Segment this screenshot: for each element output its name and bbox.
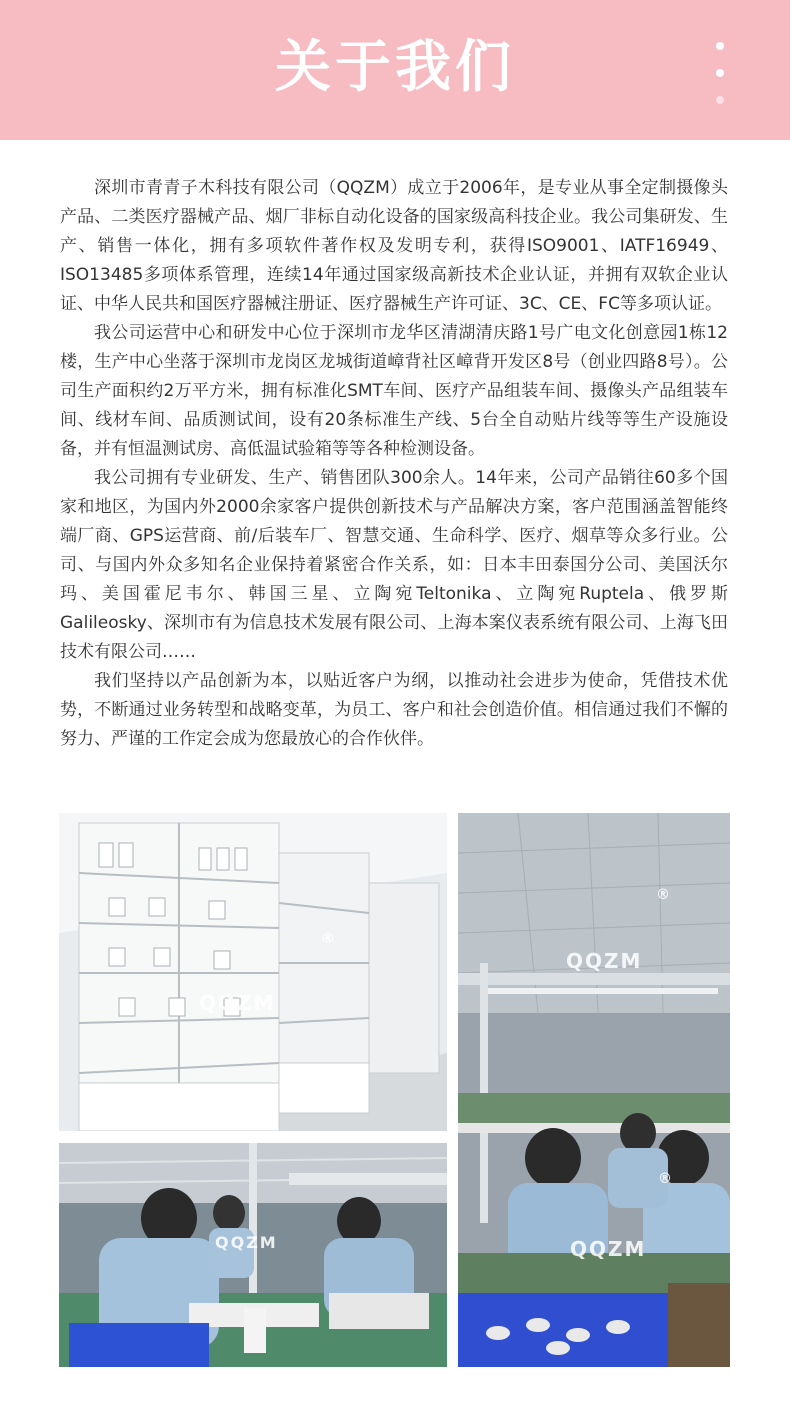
intro-paragraph: 我们坚持以产品创新为本，以贴近客户为纲，以推动社会进步为使命，凭借技术优势，不断通过业务转型和战略变革，为员工、客户和社会创造价值。相信通过我们不懈的努力、严谨的工作定会成为您最放心的合作伙伴。 <box>60 671 728 749</box>
watermark-logo: QQZM <box>570 1237 647 1261</box>
intro-paragraph: 深圳市青青子木科技有限公司（QQZM）成立于2006年，是专业从事全定制摄像头产品、二类医疗器械产品、烟厂非标自动化设备的国家级高科技企业。我公司集研发、生产、销售一体化，拥有多项软件著作权及发明专利，获得ISO9001、IATF16949、ISO13485多项体系管理，连续14年通过国家级高新技术企业认证，并拥有双软企业认证、中华人民共和国医疗器械注册证、医疗器械生产许可证、3C、CE、FC等多项认证。 <box>60 178 728 314</box>
assembly-line-photo <box>59 1143 447 1367</box>
showroom-photo: QQZM ® <box>59 813 447 1131</box>
watermark-logo: QQZM <box>215 1233 278 1252</box>
page-header <box>0 0 790 140</box>
watermark-logo: QQZM <box>199 991 276 1015</box>
company-intro <box>60 174 728 754</box>
page-title: 关于我们 <box>275 35 515 100</box>
watermark-logo: QQZM <box>566 949 643 973</box>
workshop-photo-right: QQZM ® QQZM ® <box>458 813 730 1367</box>
intro-paragraph: 我公司运营中心和研发中心位于深圳市龙华区清湖清庆路1号广电文化创意园1栋12楼，生产中心坐落于深圳市龙岗区龙城街道嶂背社区嶂背开发区8号（创业四路8号）。公司生产面积约2万平方米，拥有标准化SMT车间、医疗产品组装车间、摄像头产品组装车间、线材车间、品质测试间，设有20条标准生产线、5台全自动贴片线等等生产设施设备，并有恒温测试房、高低温试验箱等等各种检测设备。 <box>60 323 728 459</box>
three-dots-vertical-icon[interactable] <box>714 42 726 102</box>
intro-paragraph: 我公司拥有专业研发、生产、销售团队300余人。14年来，公司产品销往60多个国家和地区，为国内外2000余家客户提供创新技术与产品解决方案，客户范围涵盖智能终端厂商、GPS运营商、前/后装车厂、智慧交通、生命科学、医疗、烟草等众多行业。公司、与国内外众多知名企业保持着紧密合作关系，如：日本丰田泰国分公司、美国沃尔玛、美国霍尼韦尔、韩国三星、立陶宛Teltonika、立陶宛Ruptela、俄罗斯Galileosky、深圳市有为信息技术发展有限公司、上海本案仪表系统有限公司、上海飞田技术有限公司…… <box>60 468 728 662</box>
